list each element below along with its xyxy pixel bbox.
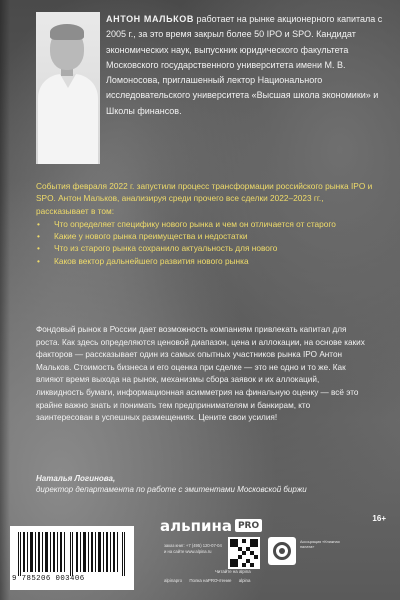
promo-bullet: • Что из старого рынка сохранило актуальность для нового [36, 242, 376, 254]
telegram-handle: alpinapro [164, 578, 183, 583]
qr-caption: Читайте на alpina [215, 569, 251, 574]
book-chamber-badge-icon [268, 537, 296, 565]
barcode-bars [16, 532, 128, 576]
promo-bullet: • Какие у нового рынка преимущества и недостатки [36, 230, 376, 242]
social-links [164, 578, 344, 586]
author-bio [106, 12, 388, 119]
author-photo-hair [50, 24, 84, 40]
promo-bullet: • Каков вектор дальнейшего развития нового рынка [36, 255, 376, 267]
logo-text: альпина [160, 517, 232, 535]
order-info [164, 543, 234, 555]
badge-dot [279, 548, 285, 554]
badge-caption: Ассоциация «Книжная палата» [300, 540, 340, 549]
barcode-digits: 9 785206 003406 [12, 575, 85, 583]
order-site: и на сайте www.alpina.ru [164, 549, 212, 554]
signer-title: директор департамента по работе с эмитентами Московской биржи [36, 484, 307, 494]
promo-bullet: • Что определяет специфику нового рынка и чем он отличается от старого [36, 218, 376, 230]
review-text: Фондовый рынок в России дает возможность компаниям привлекать капитал для роста. Как здесь определяются ценовой диапазон, цена и аллокации, на основе каких факторов — рассказывает один из самых опытных участников рынка IPO Антон Мальков. Стоимость бизнеса и его оценка при сделке — это не одно и то же. Как влияют время выхода на рынок, механизмы сбора заявок и их аллокаций, ликвидность бумаги, информационная асимметрия на финальную оценку — всё это крайне важно знать и понимать тем предпринимателям и банкирам, кто заинтересован в успешных размещениях. Цените свои усилия! [36, 325, 365, 423]
author-bio-text: работает на рынке акционерного капитала с 2005 г., за это время закрыл более 50 IPO и SPO. Кандидат экономических наук, выпускник юридического факультета Московского государственного университета имени М. В. Ломоносова, приглашенный лектор Национального исследовательского университета «Высшая школа экономики» и Школы финансов. [106, 14, 383, 116]
telegram-channel: Полка наPROчтение [189, 578, 232, 583]
review-signer [36, 474, 366, 495]
promo-block [36, 180, 376, 267]
age-rating: 16+ [372, 514, 386, 523]
order-phone: заказ книг: +7 (495) 120-07-04 [164, 543, 222, 548]
logo-pro-badge: PRO [235, 519, 262, 532]
author-photo [36, 12, 100, 164]
signer-name: Наталья Логинова, [36, 474, 116, 483]
author-name: АНТОН МАЛЬКОВ [106, 14, 194, 24]
qr-pattern [230, 539, 258, 567]
isbn-barcode [10, 526, 134, 590]
promo-list [36, 218, 376, 267]
vk-handle: alpina [238, 578, 251, 583]
publisher-logo [160, 517, 260, 537]
qr-code [228, 537, 260, 569]
cover-footer [0, 506, 400, 600]
promo-intro: События февраля 2022 г. запустили процесс трансформации российского рынка IPO и SPO. Антон Мальков, анализируя среди прочего все сделки 2022–2023 гг., рассказывает в том: [36, 181, 373, 216]
